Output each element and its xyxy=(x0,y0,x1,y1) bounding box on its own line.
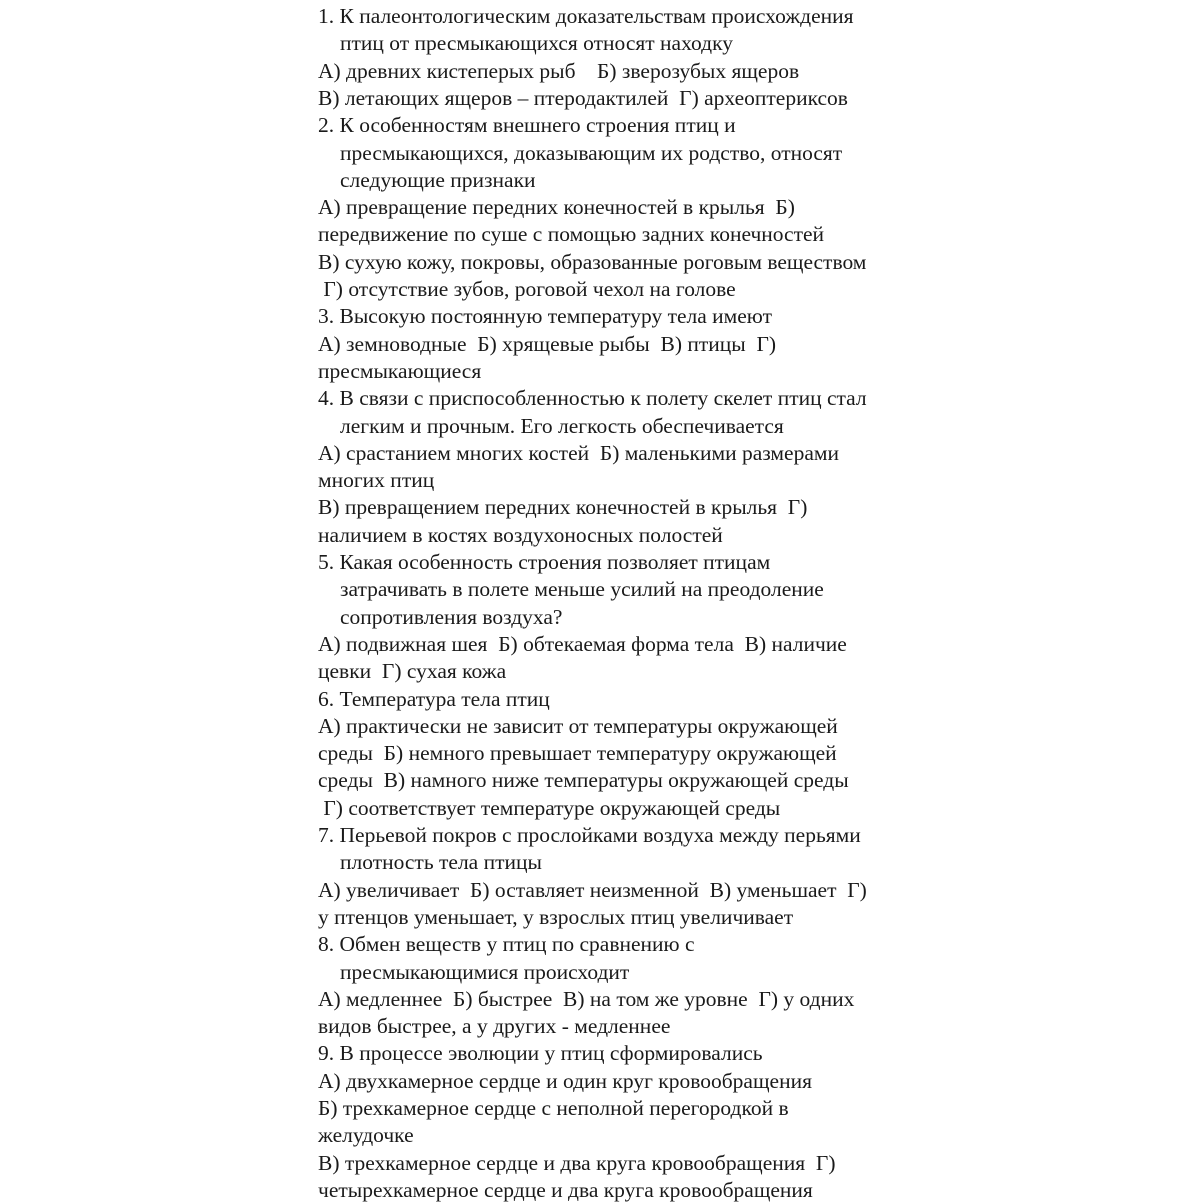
text-line-40: А) двухкамерное сердце и один круг кровообращения xyxy=(318,1068,812,1093)
text-line-1: 1. К палеонтологическим доказательствам происхождения xyxy=(318,4,854,28)
text-line-37: А) медленнее Б) быстрее В) на том же уровне Г) у одних xyxy=(318,986,855,1011)
text-line-13: А) земноводные Б) хрящевые рыбы В) птицы Г) xyxy=(318,331,777,356)
text-line-33: А) увеличивает Б) оставляет неизменной В) уменьшает Г) xyxy=(318,877,867,902)
text-line-8: А) превращение передних конечностей в крылья Б) xyxy=(318,195,795,220)
text-line-7: следующие признаки xyxy=(340,167,536,192)
text-line-10: В) сухую кожу, покровы, образованные роговым веществом xyxy=(318,249,867,274)
text-line-2: птиц от пресмыкающихся относят находку xyxy=(340,31,733,56)
text-line-24: А) подвижная шея Б) обтекаемая форма тела В) наличие xyxy=(318,631,847,656)
text-line-6: пресмыкающихся, доказывающим их родство, относят xyxy=(340,140,843,165)
text-line-20: наличием в костях воздухоносных полостей xyxy=(318,522,723,547)
text-line-22: затрачивать в полете меньше усилий на преодоление xyxy=(340,577,824,602)
text-line-30: Г) соответствует температуре окружающей среды xyxy=(318,795,781,820)
text-line-12: 3. Высокую постоянную температуру тела имеют xyxy=(318,304,772,329)
text-line-16: легким и прочным. Его легкость обеспечивается xyxy=(340,413,784,438)
text-line-9: передвижение по суше с помощью задних конечностей xyxy=(318,222,825,247)
text-line-4: В) летающих ящеров – птеродактилей Г) археоптериксов xyxy=(318,85,848,110)
text-line-32: плотность тела птицы xyxy=(340,850,542,875)
text-line-27: А) практически не зависит от температуры окружающей xyxy=(318,713,838,738)
text-line-14: пресмыкающиеся xyxy=(318,358,482,383)
text-line-34: у птенцов уменьшает, у взрослых птиц увеличивает xyxy=(318,904,794,929)
text-line-21: 5. Какая особенность строения позволяет птицам xyxy=(318,550,771,574)
text-line-19: В) превращением передних конечностей в крылья Г) xyxy=(318,495,808,520)
text-line-42: желудочке xyxy=(318,1123,414,1148)
text-line-17: А) срастанием многих костей Б) маленькими размерами xyxy=(318,440,839,465)
text-line-5: 2. К особенностям внешнего строения птиц и xyxy=(318,113,736,138)
text-line-41: Б) трехкамерное сердце с неполной перегородкой в xyxy=(318,1096,789,1120)
text-line-38: видов быстрее, а у других - медленнее xyxy=(318,1014,671,1039)
text-line-36: пресмыкающимися происходит xyxy=(340,959,630,984)
text-line-29: среды В) намного ниже температуры окружающей среды xyxy=(318,768,849,793)
text-line-23: сопротивления воздуха? xyxy=(340,604,563,629)
text-line-26: 6. Температура тела птиц xyxy=(318,686,550,711)
text-line-15: 4. В связи с приспособленностью к полету скелет птиц стал xyxy=(318,386,867,411)
text-line-39: 9. В процессе эволюции у птиц сформировались xyxy=(318,1041,763,1066)
text-line-3: А) древних кистеперых рыб Б) зверозубых ящеров xyxy=(318,58,800,83)
text-line-11: Г) отсутствие зубов, роговой чехол на голове xyxy=(318,277,736,301)
text-line-31: 7. Перьевой покров с прослойками воздуха между перьями xyxy=(318,823,861,847)
text-line-43: В) трехкамерное сердце и два круга кровообращения Г) xyxy=(318,1150,836,1175)
text-line-28: среды Б) немного превышает температуру окружающей xyxy=(318,741,837,766)
text-line-35: 8. Обмен веществ у птиц по сравнению с xyxy=(318,932,695,957)
text-line-18: многих птиц xyxy=(318,468,435,493)
text-line-25: цевки Г) сухая кожа xyxy=(318,659,507,684)
text-line-44: четырехкамерное сердце и два круга кровообращения xyxy=(318,1177,813,1202)
